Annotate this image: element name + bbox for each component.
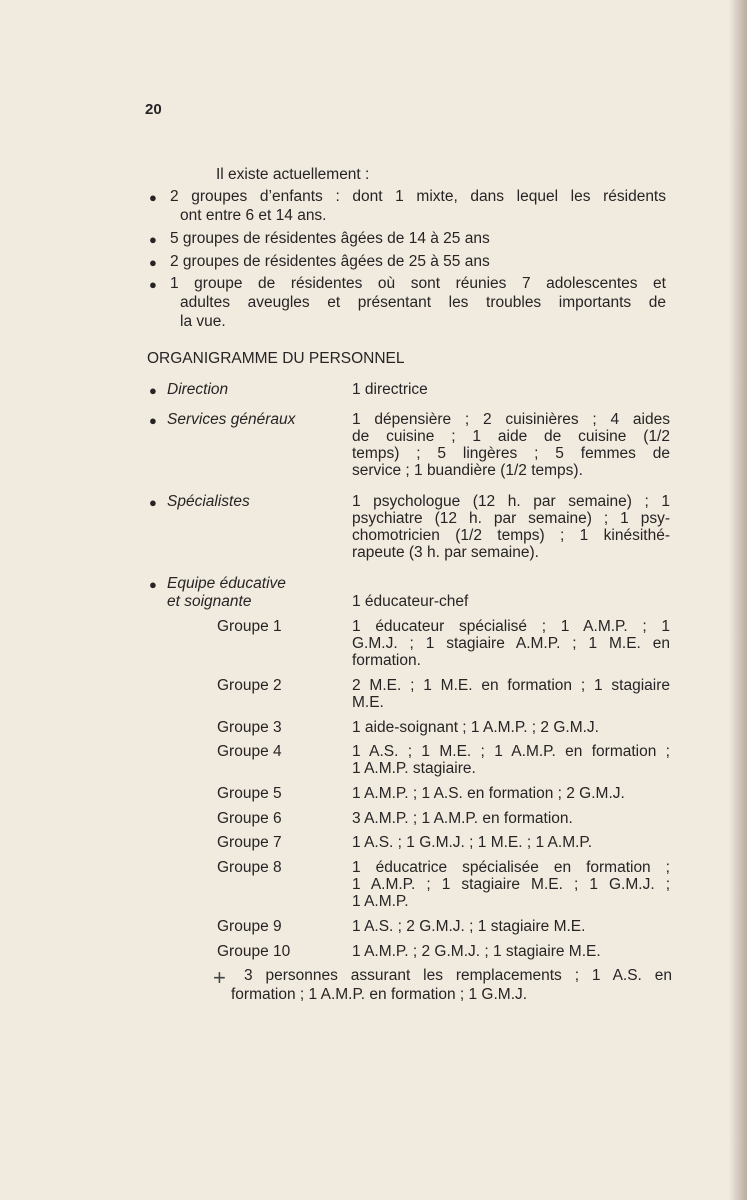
list-item-line: 2 groupes de résidentes âgées de 25 à 55 ans	[170, 253, 490, 270]
group-value-line: 1 A.S. ; 2 G.M.J. ; 1 stagiaire M.E.	[352, 918, 586, 935]
group-label: Groupe 4	[217, 743, 282, 760]
page-number: 20	[145, 101, 162, 118]
group-value-line: 1 A.M.P. ; 1 A.S. en formation ; 2 G.M.J.	[352, 785, 625, 802]
group-value-line: G.M.J. ; 1 stagiaire A.M.P. ; 1 M.E. en	[352, 635, 670, 652]
bullet-icon: ●	[149, 383, 157, 398]
section-value: 1 éducateur-chef	[352, 593, 469, 610]
bullet-icon: ●	[149, 577, 157, 592]
list-item-line: 1 groupe de résidentes où sont réunies 7 adolescentes et	[170, 275, 666, 292]
group-label: Groupe 9	[217, 918, 282, 935]
list-item-line: 5 groupes de résidentes âgées de 14 à 25 ans	[170, 230, 490, 247]
section-label-line: et soignante	[167, 593, 252, 610]
section-label-line: Equipe éducative	[167, 575, 286, 592]
group-value-line: formation.	[352, 652, 421, 669]
group-label: Groupe 1	[217, 618, 282, 635]
group-value-line: 1 A.S. ; 1 G.M.J. ; 1 M.E. ; 1 A.M.P.	[352, 834, 593, 851]
group-label: Groupe 3	[217, 719, 282, 736]
group-label: Groupe 2	[217, 677, 282, 694]
group-value-line: 3 A.M.P. ; 1 A.M.P. en formation.	[352, 810, 573, 827]
bullet-icon: ●	[149, 495, 157, 510]
group-value-line: 1 éducatrice spécialisée en formation ;	[352, 859, 670, 876]
organigram-title: ORGANIGRAMME DU PERSONNEL	[147, 350, 405, 367]
section-value: 1 directrice	[352, 381, 428, 398]
extra-line: formation ; 1 A.M.P. en formation ; 1 G.M.J.	[231, 986, 528, 1003]
list-item-line: ont entre 6 et 14 ans.	[180, 207, 327, 224]
section-value-line: psychiatre (12 h. par semaine) ; 1 psy-	[352, 510, 670, 527]
group-value-line: 1 A.M.P. stagiaire.	[352, 760, 476, 777]
section-value-line: chomotricien (1/2 temps) ; 1 kinésithé-	[352, 527, 670, 544]
section-label: Spécialistes	[167, 493, 250, 510]
section-value-line: de cuisine ; 1 aide de cuisine (1/2	[352, 428, 670, 445]
bullet-icon: ●	[149, 190, 157, 205]
section-value-line: rapeute (3 h. par semaine).	[352, 544, 539, 561]
list-item-line: la vue.	[180, 313, 226, 330]
group-label: Groupe 5	[217, 785, 282, 802]
extra-line: 3 personnes assurant les remplacements ; 1 A.S. en	[244, 967, 672, 984]
section-value-line: 1 dépensière ; 2 cuisinières ; 4 aides	[352, 411, 670, 428]
bullet-icon: ●	[149, 277, 157, 292]
plus-icon: +	[213, 965, 226, 990]
list-item-line: adultes aveugles et présentant les troubles importants de	[180, 294, 666, 311]
list-item-line: 2 groupes d’enfants : dont 1 mixte, dans lequel les résidents	[170, 188, 666, 205]
bullet-icon: ●	[149, 413, 157, 428]
group-label: Groupe 6	[217, 810, 282, 827]
group-value-line: 1 A.M.P.	[352, 893, 409, 910]
group-label: Groupe 10	[217, 943, 291, 960]
section-value-line: service ; 1 buandière (1/2 temps).	[352, 462, 583, 479]
section-label: Services généraux	[167, 411, 296, 428]
group-value-line: 1 A.S. ; 1 M.E. ; 1 A.M.P. en formation ;	[352, 743, 670, 760]
bullet-icon: ●	[149, 255, 157, 270]
group-label: Groupe 8	[217, 859, 282, 876]
group-value-line: 1 éducateur spécialisé ; 1 A.M.P. ; 1	[352, 618, 670, 635]
group-value-line: 1 A.M.P. ; 1 stagiaire M.E. ; 1 G.M.J. ;	[352, 876, 670, 893]
bullet-icon: ●	[149, 232, 157, 247]
group-value-line: 1 aide-soignant ; 1 A.M.P. ; 2 G.M.J.	[352, 719, 599, 736]
group-value-line: 1 A.M.P. ; 2 G.M.J. ; 1 stagiaire M.E.	[352, 943, 601, 960]
section-label: Direction	[167, 381, 229, 398]
group-value-line: 2 M.E. ; 1 M.E. en formation ; 1 stagiaire	[352, 677, 670, 694]
page-edge-shadow	[729, 0, 747, 1200]
section-value-line: temps) ; 5 lingères ; 5 femmes de	[352, 445, 670, 462]
group-value-line: M.E.	[352, 694, 384, 711]
section-value-line: 1 psychologue (12 h. par semaine) ; 1	[352, 493, 670, 510]
group-label: Groupe 7	[217, 834, 282, 851]
intro-heading: Il existe actuellement :	[216, 166, 370, 183]
